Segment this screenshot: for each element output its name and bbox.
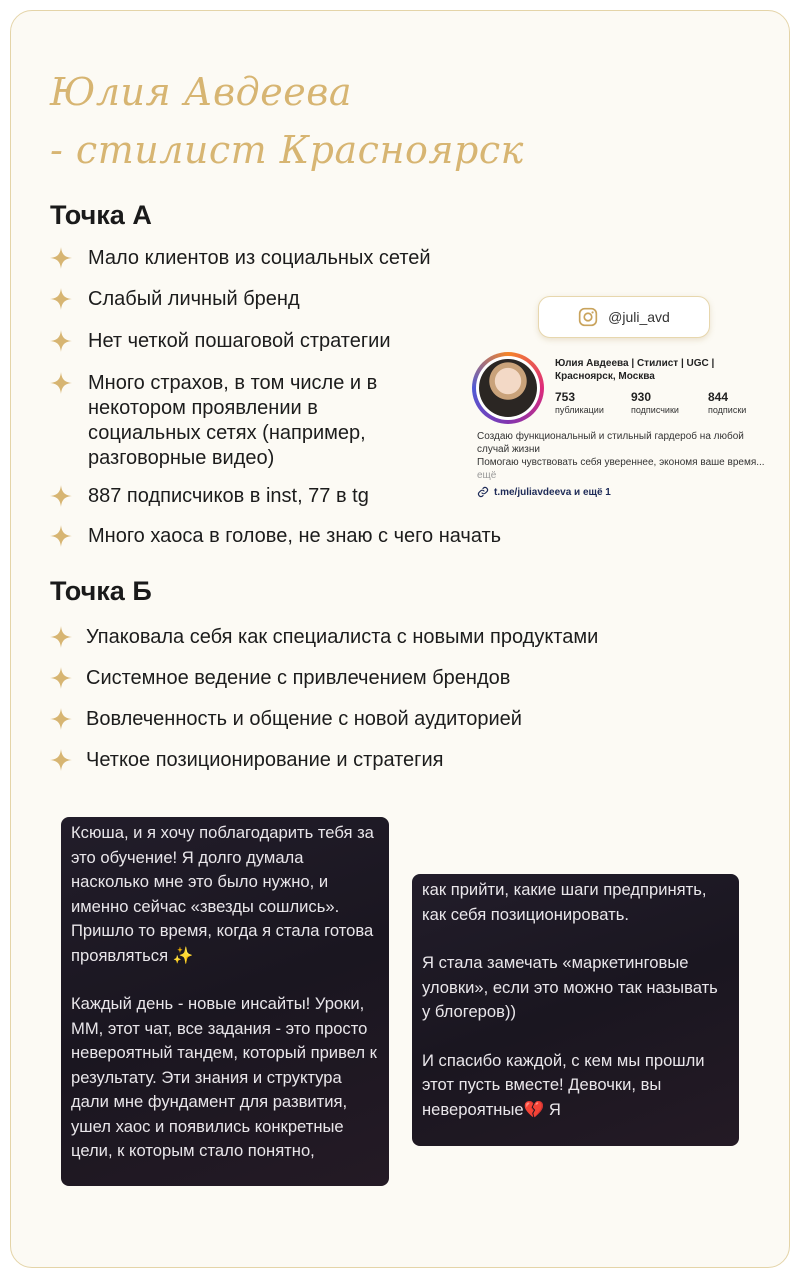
point-a-heading: Точка А: [50, 200, 152, 230]
point-b-item: [50, 666, 750, 691]
profile-link[interactable]: [477, 486, 611, 498]
stat-posts-label: публикации: [555, 405, 604, 415]
review-paragraph: И спасибо каждой, с кем мы прошли этот пусть вместе! Девочки, вы невероятные💔 Я: [422, 1050, 705, 1119]
point-a-item-text: Нет четкой пошаговой стратегии: [88, 330, 391, 352]
sparkle-icon: [50, 525, 72, 547]
stat-followers-label[interactable]: подписчики: [631, 405, 679, 415]
review-screenshot-right: [412, 874, 739, 1146]
point-b-item: [50, 707, 750, 732]
point-b-heading: Точка Б: [50, 576, 152, 606]
sparkle-icon: [50, 667, 72, 689]
point-a-item: [50, 287, 470, 312]
stat-followers-value[interactable]: 930: [631, 390, 652, 404]
point-b-item-text: Упаковала себя как специалиста с новыми продуктами: [86, 626, 599, 648]
instagram-icon: [578, 307, 598, 327]
profile-name: Юлия Авдеева | Стилист | UGC | Красноярск, Москва: [555, 358, 715, 382]
profile-link-text: t.me/juliavdeeva и ещё 1: [494, 486, 611, 498]
point-b-item-text: Четкое позиционирование и стратегия: [86, 749, 444, 771]
point-b-item-text: Вовлеченность и общение с новой аудиторией: [86, 708, 522, 730]
point-b-item-text: Системное ведение с привлечением брендов: [86, 667, 511, 689]
point-a-item-text: 887 подписчиков в inst, 77 в tg: [88, 485, 369, 507]
point-b-item: [50, 748, 750, 773]
review-paragraph: как прийти, какие шаги предпринять, как себя позиционировать.: [422, 880, 707, 924]
review-screenshot-left: [61, 817, 389, 1186]
page-title-line2: - стилист Красноярск: [50, 128, 524, 172]
profile-bio: [477, 430, 777, 482]
sparkle-icon: [50, 247, 72, 269]
sparkle-icon: [50, 372, 72, 394]
point-b-item: [50, 625, 750, 650]
bio-more-link[interactable]: ещё: [477, 470, 497, 481]
stat-following-label[interactable]: подписки: [708, 405, 747, 415]
instagram-handle-badge[interactable]: [538, 296, 710, 338]
point-a-item: [50, 246, 530, 271]
bio-line: Создаю функциональный и стильный гардероб на любой случай жизни: [477, 431, 744, 455]
page-title-line1: Юлия Авдеева: [50, 70, 352, 114]
point-a-item: [50, 484, 470, 509]
review-paragraph: Я стала замечать «маркетинговые уловки», если это можно так называть у блогеров)): [422, 953, 718, 1021]
point-a-item-text: Много хаоса в голове, не знаю с чего начать: [88, 525, 502, 547]
point-a-item-text: Мало клиентов из социальных сетей: [88, 247, 431, 269]
sparkle-icon: [50, 708, 72, 730]
sparkle-icon: [50, 485, 72, 507]
avatar-photo: [479, 359, 537, 417]
avatar[interactable]: [472, 352, 544, 424]
sparkle-icon: [50, 626, 72, 648]
review-paragraph: Каждый день - новые инсайты! Уроки, ММ, этот чат, все задания - это просто невероятный тандем, который привел к результату. Эти знания и структура дали мне фундамент для развития, ушел хаос и появились конкретные цели, к которым стало понятно,: [71, 994, 377, 1160]
sparkle-icon: [50, 749, 72, 771]
point-a-item: [50, 524, 610, 549]
review-paragraph: Ксюша, и я хочу поблагодарить тебя за это обучение! Я долго думала насколько мне это было нужно, и именно сейчас «звезды сошлись». Пришло то время, когда я стала готова проявляться ✨: [71, 823, 374, 965]
instagram-handle: @juli_avd: [608, 309, 670, 325]
stat-posts-value: 753: [555, 390, 576, 404]
stat-following-value[interactable]: 844: [708, 390, 729, 404]
point-a-item: [50, 371, 450, 471]
point-a-item-text: Много страхов, в том числе и в некотором проявлении в социальных сетях (например, разговорные видео): [88, 372, 378, 469]
bio-line: Помогаю чувствовать себя увереннее, экономя ваше время...: [477, 457, 765, 468]
link-icon: [477, 486, 489, 498]
sparkle-icon: [50, 288, 72, 310]
point-a-item-text: Слабый личный бренд: [88, 288, 300, 310]
point-a-item: [50, 329, 470, 354]
sparkle-icon: [50, 330, 72, 352]
